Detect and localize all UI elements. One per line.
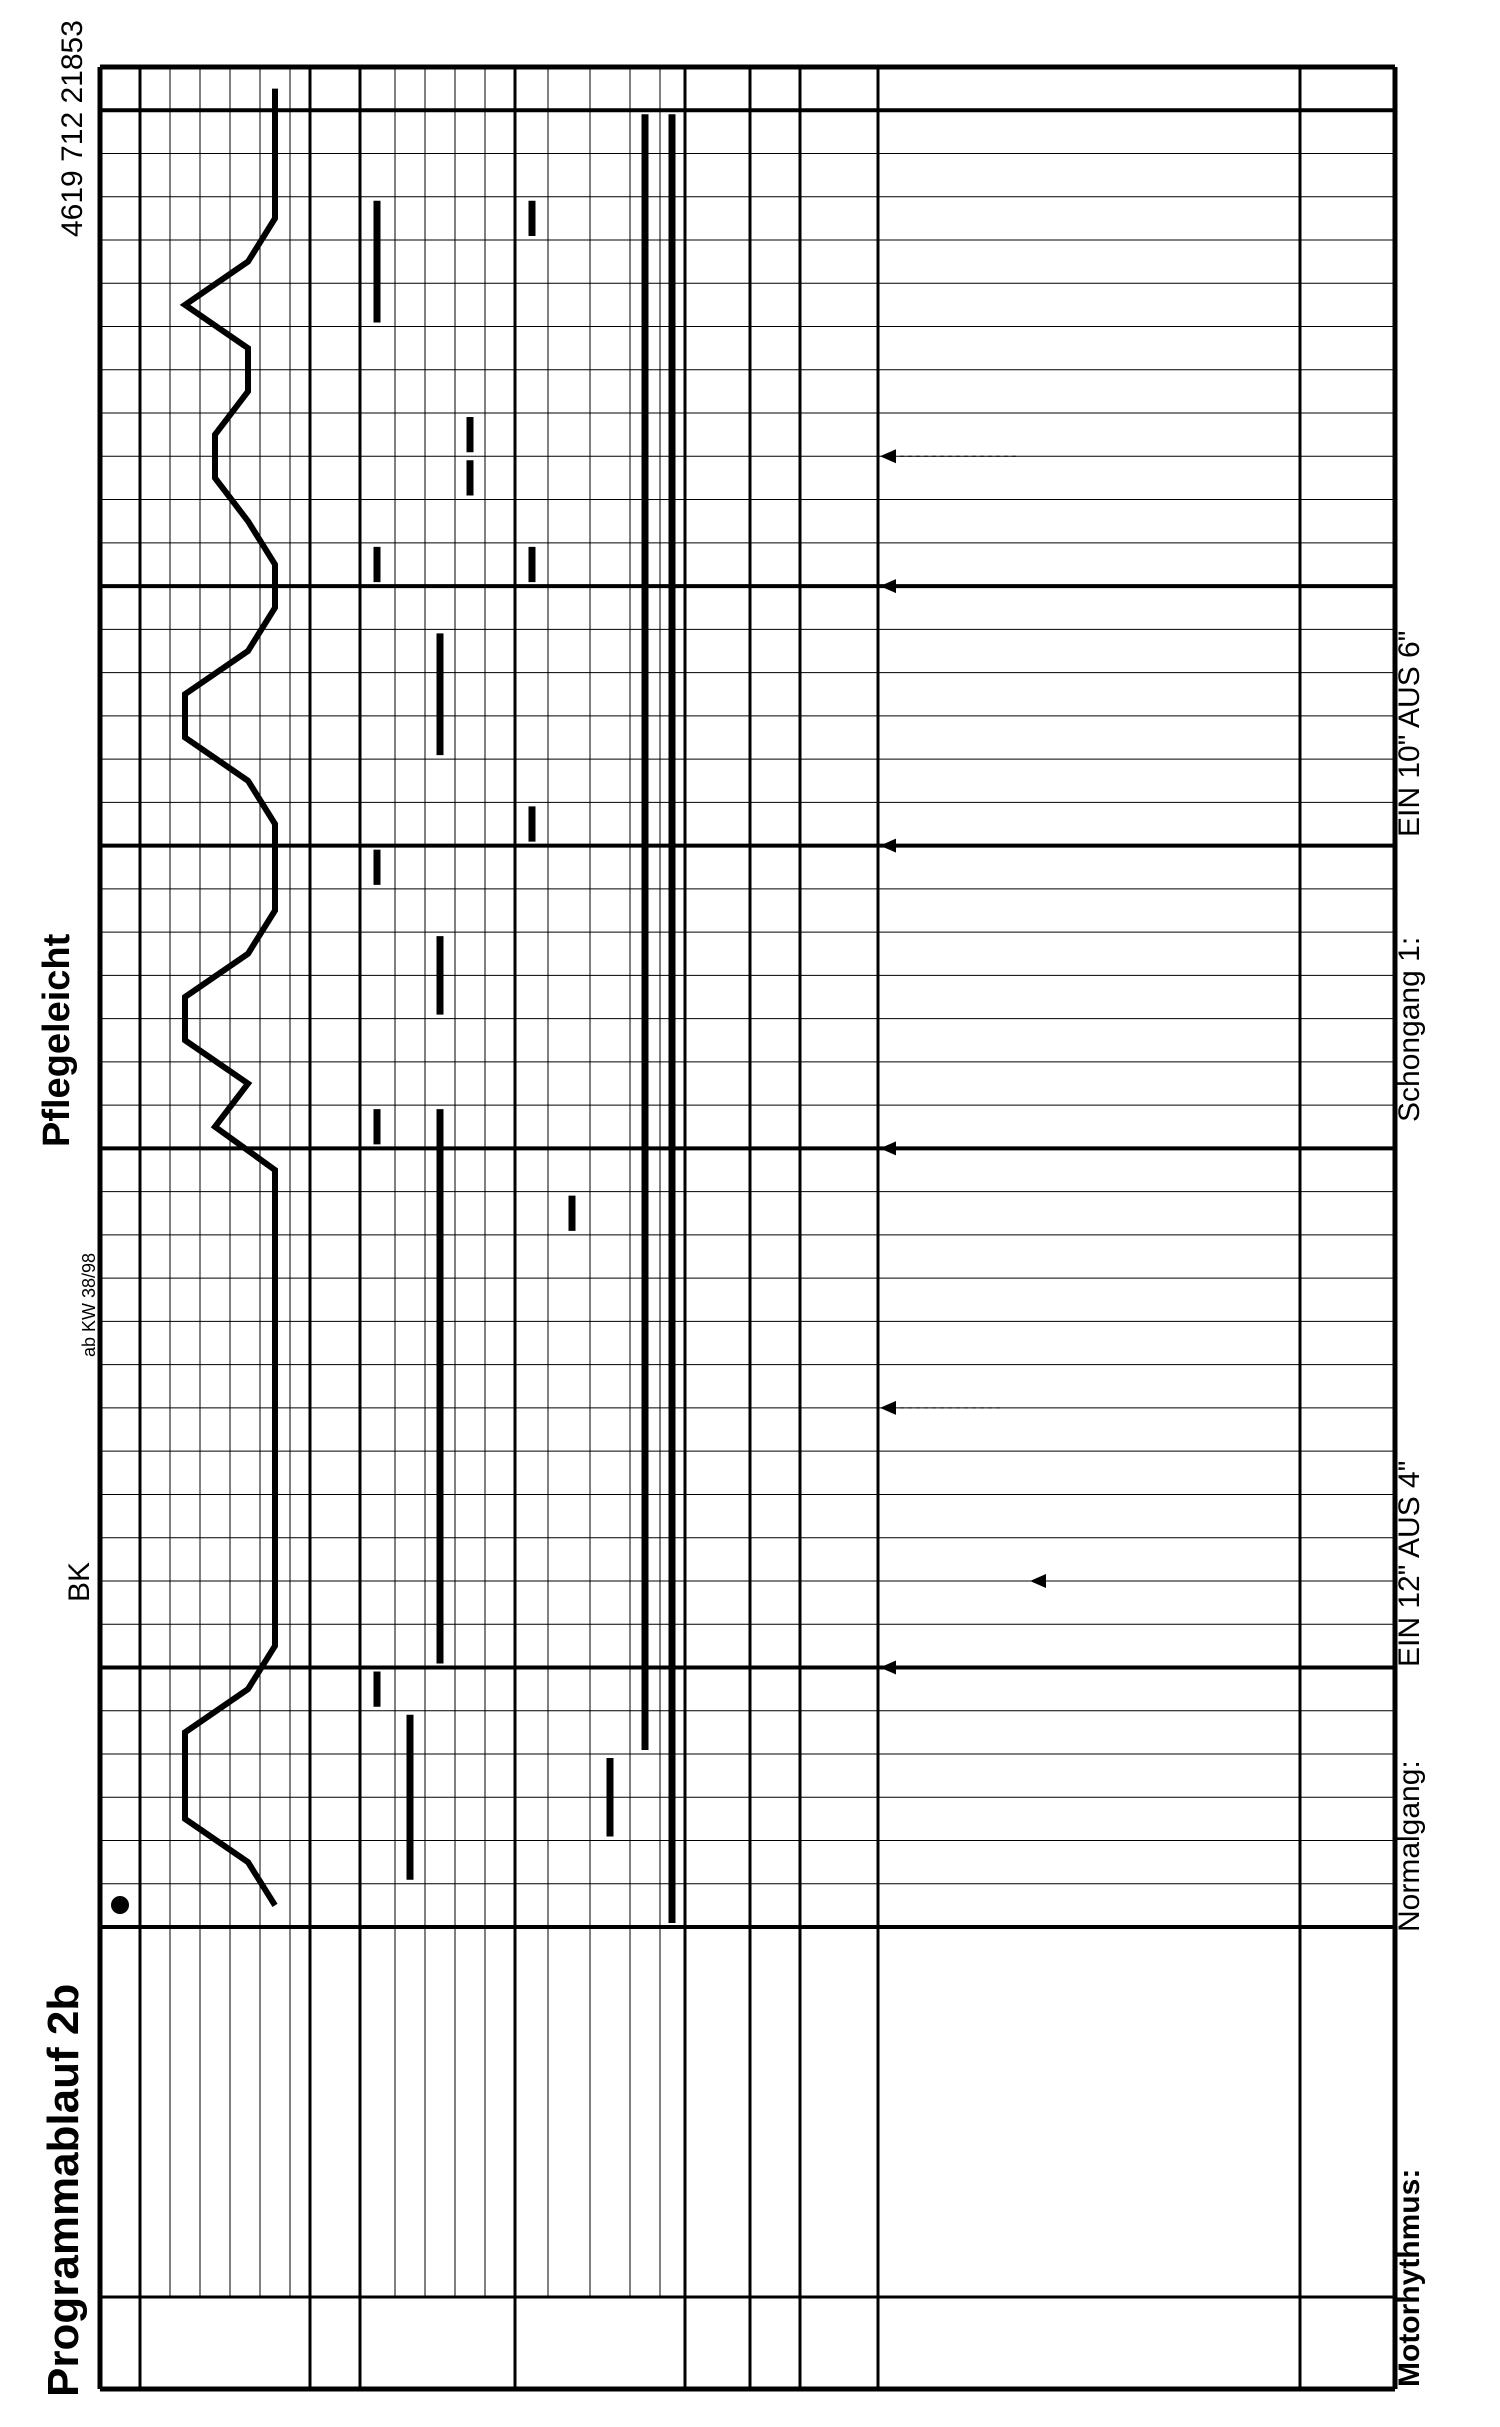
document-number: 4619 712 21853 [56, 20, 89, 237]
footer-normalgang-values: EIN 12" AUS 4" [1393, 1460, 1426, 1667]
option-arrow-head [880, 579, 896, 593]
option-arrow-head [880, 1401, 896, 1415]
option-arrow-head [1030, 1574, 1046, 1588]
document-note: ab KW 38/98 [79, 1252, 99, 1357]
footer-schongang-values: EIN 10" AUS 6" [1393, 630, 1426, 837]
footer-motorrhythmus: Motorhythmus: [1393, 2168, 1426, 2387]
footer-normalgang: Normalgang: [1393, 1760, 1426, 1932]
option-arrow-head [880, 1141, 896, 1155]
document-code: BK [63, 1561, 96, 1602]
document-title: Programmablauf 2b [39, 1983, 88, 2397]
option-arrow-head [880, 839, 896, 853]
footer-schongang: Schongang 1: [1393, 936, 1426, 1122]
option-arrow-head [880, 449, 896, 463]
program-name: Pflegeleicht [36, 933, 78, 1147]
option-arrow-head [880, 1660, 896, 1674]
